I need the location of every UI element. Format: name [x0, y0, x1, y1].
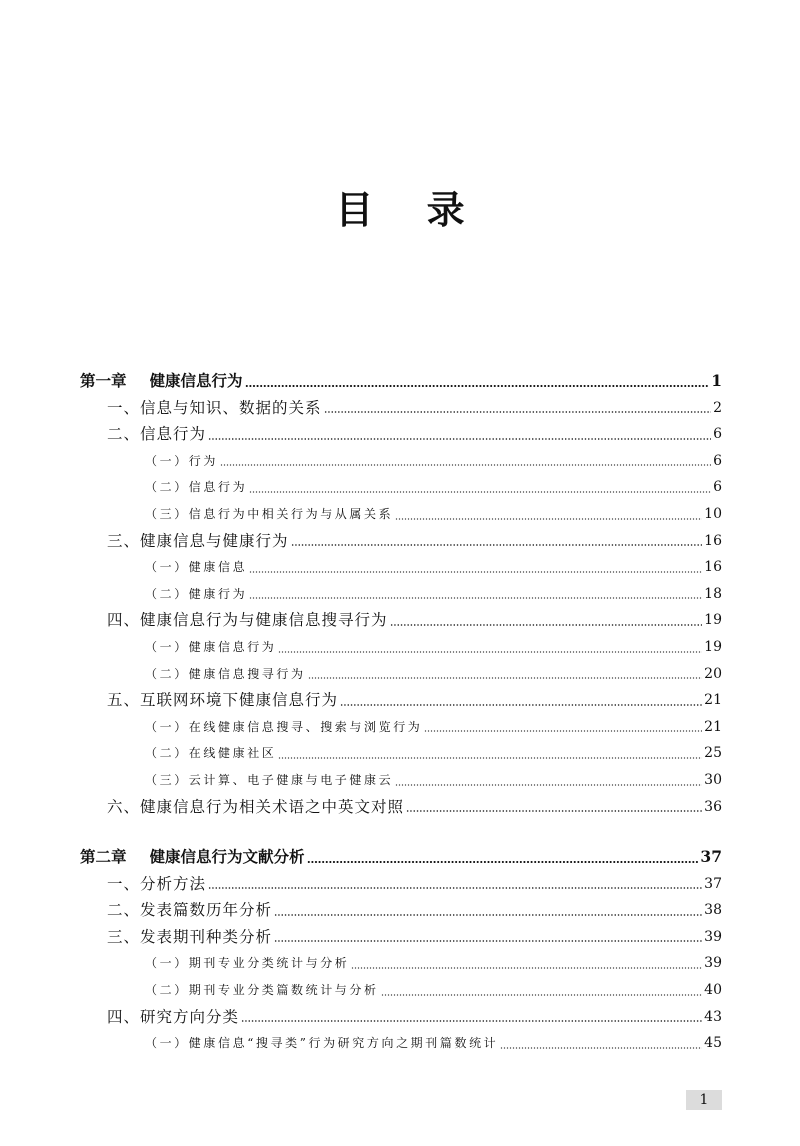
leader-dots: [500, 1046, 702, 1050]
toc-subsection: [80, 661, 722, 688]
subsection-label: （一）健康信息: [145, 560, 248, 575]
subsection-label: （一）健康信息行为: [145, 639, 277, 654]
leader-dots: [249, 570, 702, 574]
subsection-label: （一）健康信息“搜寻类”行为研究方向之期刊篇数统计: [145, 1036, 499, 1051]
subsection-page: 6: [713, 479, 722, 496]
toc-section: [80, 687, 722, 714]
toc-section: [80, 395, 722, 422]
subsection-page: 30: [704, 771, 722, 788]
section-page: 39: [704, 928, 722, 945]
section-label: 二、信息行为: [107, 425, 207, 444]
leader-dots: [324, 410, 712, 414]
subsection-page: 45: [704, 1035, 722, 1052]
subsection-page: 10: [704, 505, 722, 522]
leader-dots: [308, 676, 703, 680]
section-page: 6: [713, 426, 722, 443]
subsection-page: 25: [704, 745, 722, 762]
toc-subsection: [80, 581, 722, 608]
page-title: 目 录: [335, 187, 465, 232]
leader-dots: [245, 384, 710, 388]
toc-section: [80, 421, 722, 448]
section-label: 二、发表篇数历年分析: [107, 901, 273, 920]
leader-dots: [307, 860, 699, 864]
leader-dots: [208, 886, 702, 890]
toc-section: [80, 897, 722, 924]
leader-dots: [278, 756, 702, 760]
leader-dots: [381, 993, 703, 997]
subsection-page: 16: [704, 559, 722, 576]
chapter-number: 第一章: [80, 371, 127, 390]
leader-dots: [395, 783, 702, 787]
toc-subsection: [80, 714, 722, 741]
section-label: 三、健康信息与健康行为: [107, 531, 289, 550]
leader-dots: [340, 703, 702, 707]
section-label: 三、发表期刊种类分析: [107, 927, 273, 946]
toc-section: [80, 528, 722, 555]
subsection-label: （一）行为: [145, 453, 219, 468]
subsection-label: （二）健康信息搜寻行为: [145, 666, 306, 681]
leader-dots: [424, 729, 702, 733]
toc-subsection: [80, 448, 722, 475]
section-label: 六、健康信息行为相关术语之中英文对照: [107, 797, 405, 816]
subsection-label: （二）期刊专业分类篇数统计与分析: [145, 982, 379, 997]
leader-dots: [278, 650, 702, 654]
toc-subsection: [80, 1030, 722, 1057]
leader-dots: [274, 939, 702, 943]
toc-subsection: [80, 474, 722, 501]
chapter-page: 37: [700, 847, 722, 866]
toc-subsection: [80, 767, 722, 794]
leader-dots: [395, 517, 702, 521]
section-page: 43: [704, 1008, 722, 1025]
toc-subsection: [80, 554, 722, 581]
subsection-page: 18: [704, 585, 722, 602]
toc-section: [80, 794, 722, 821]
toc-subsection: [80, 501, 722, 528]
subsection-page: 20: [704, 665, 722, 682]
leader-dots: [390, 623, 703, 627]
section-page: 16: [704, 532, 722, 549]
toc-section: [80, 924, 722, 951]
subsection-page: 39: [704, 955, 722, 972]
subsection-label: （一）期刊专业分类统计与分析: [145, 956, 350, 971]
section-label: 四、健康信息行为与健康信息搜寻行为: [107, 611, 388, 630]
subsection-page: 6: [713, 452, 722, 469]
section-page: 38: [704, 902, 722, 919]
leader-dots: [274, 913, 702, 917]
subsection-label: （三）信息行为中相关行为与从属关系: [145, 506, 394, 521]
chapter-number: 第二章: [80, 847, 127, 866]
subsection-label: （二）信息行为: [145, 480, 248, 495]
section-page: 36: [704, 798, 722, 815]
toc-chapter-heading: [80, 368, 722, 395]
leader-dots: [406, 809, 702, 813]
toc-section: [80, 1004, 722, 1031]
leader-dots: [241, 1019, 702, 1023]
toc-chapter-1: [80, 368, 722, 820]
toc-subsection: [80, 950, 722, 977]
toc-section: [80, 871, 722, 898]
subsection-label: （二）在线健康社区: [145, 746, 277, 761]
subsection-page: 40: [704, 981, 722, 998]
toc-section: [80, 607, 722, 634]
section-label: 一、信息与知识、数据的关系: [107, 398, 322, 417]
section-label: 五、互联网环境下健康信息行为: [107, 691, 339, 710]
leader-dots: [249, 596, 702, 600]
section-page: 2: [713, 399, 722, 416]
leader-dots: [249, 490, 711, 494]
subsection-label: （一）在线健康信息搜寻、搜索与浏览行为: [145, 719, 423, 734]
chapter-title: 健康信息行为文献分析: [149, 847, 305, 866]
subsection-label: （二）健康行为: [145, 586, 248, 601]
leader-dots: [208, 437, 711, 441]
section-label: 四、研究方向分类: [107, 1007, 240, 1026]
section-page: 21: [704, 692, 722, 709]
chapter-page: 1: [711, 371, 722, 390]
leader-dots: [351, 966, 702, 970]
toc-chapter-heading: [80, 844, 722, 871]
chapter-title: 健康信息行为: [149, 371, 243, 390]
subsection-label: （三）云计算、电子健康与电子健康云: [145, 772, 394, 787]
subsection-page: 21: [704, 718, 722, 735]
leader-dots: [220, 463, 711, 467]
subsection-page: 19: [704, 638, 722, 655]
page-number: 1: [686, 1090, 722, 1110]
leader-dots: [291, 543, 703, 547]
section-page: 37: [704, 875, 722, 892]
toc-chapter-2: [80, 844, 722, 1057]
toc-subsection: [80, 634, 722, 661]
toc-subsection: [80, 977, 722, 1004]
section-page: 19: [704, 612, 722, 629]
section-label: 一、分析方法: [107, 874, 207, 893]
toc-subsection: [80, 740, 722, 767]
